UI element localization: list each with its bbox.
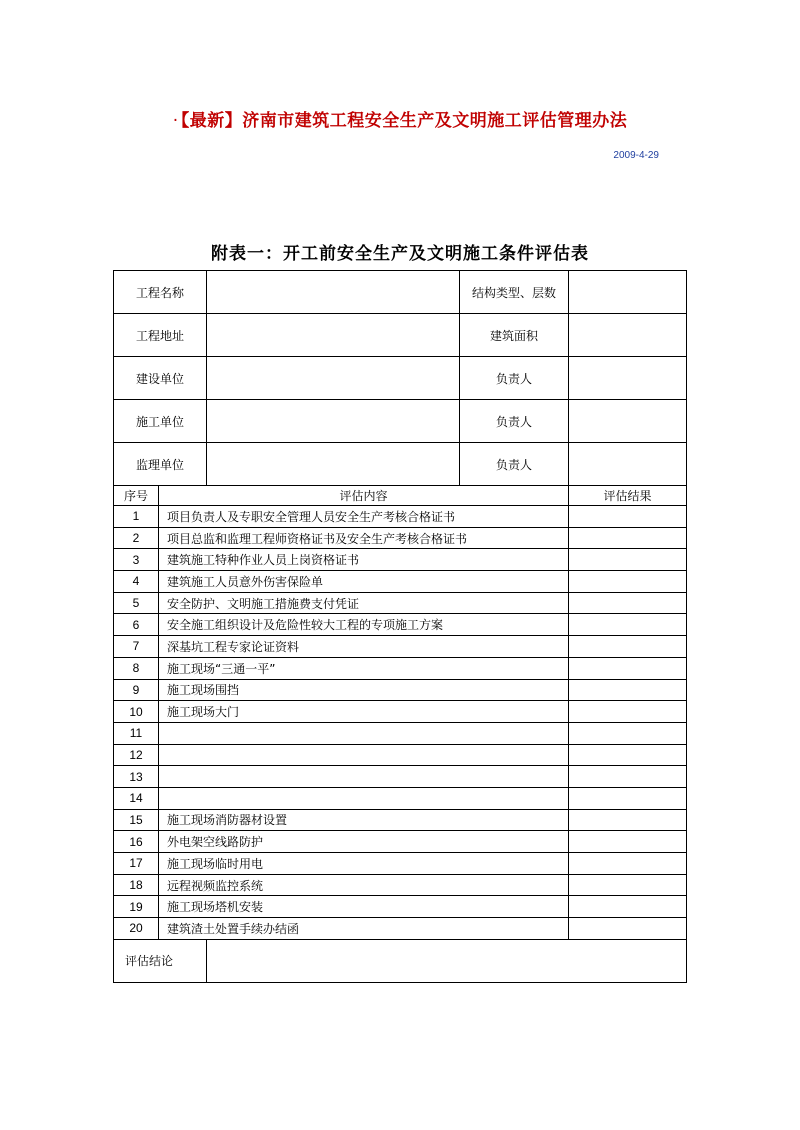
table-row	[114, 896, 687, 918]
header-field-value[interactable]	[207, 400, 460, 443]
table-row	[114, 787, 687, 809]
header-field-value[interactable]	[207, 314, 460, 357]
header-field-label2: 结构类型、层数	[460, 271, 569, 314]
item-content: 项目负责人及专职安全管理人员安全生产考核合格证书	[159, 506, 569, 528]
item-result[interactable]	[569, 918, 687, 940]
table-row	[114, 809, 687, 831]
table-row	[114, 636, 687, 658]
table-row	[114, 506, 687, 528]
table-row	[114, 766, 687, 788]
item-number: 17	[114, 853, 159, 875]
item-number: 8	[114, 657, 159, 679]
item-result[interactable]	[569, 549, 687, 571]
column-header-content: 评估内容	[159, 486, 569, 506]
item-content: 施工现场临时用电	[159, 853, 569, 875]
item-result[interactable]	[569, 657, 687, 679]
conclusion-row	[114, 939, 687, 982]
item-number: 20	[114, 918, 159, 940]
item-number: 3	[114, 549, 159, 571]
item-number: 19	[114, 896, 159, 918]
item-content: 施工现场围挡	[159, 679, 569, 701]
item-content: 建筑渣土处置手续办结函	[159, 918, 569, 940]
table-row	[114, 744, 687, 766]
item-content	[159, 722, 569, 744]
item-content: 深基坑工程专家论证资料	[159, 636, 569, 658]
header-field-value2[interactable]	[569, 314, 687, 357]
header-field-row	[114, 314, 687, 357]
header-field-label2: 负责人	[460, 400, 569, 443]
item-number: 10	[114, 701, 159, 723]
item-number: 4	[114, 571, 159, 593]
column-header-seq: 序号	[114, 486, 159, 506]
table-title: 附表一：开工前安全生产及文明施工条件评估表	[211, 244, 589, 264]
item-result[interactable]	[569, 787, 687, 809]
item-content: 施工现场消防器材设置	[159, 809, 569, 831]
conclusion-label: 评估结论	[114, 939, 207, 982]
header-field-value2[interactable]	[569, 443, 687, 486]
item-content: 建筑施工人员意外伤害保险单	[159, 571, 569, 593]
item-content	[159, 766, 569, 788]
item-result[interactable]	[569, 809, 687, 831]
table-row	[114, 571, 687, 593]
header-field-label2: 负责人	[460, 443, 569, 486]
item-result[interactable]	[569, 853, 687, 875]
item-result[interactable]	[569, 701, 687, 723]
item-content: 施工现场“三通一平”	[159, 657, 569, 679]
table-row	[114, 918, 687, 940]
conclusion-value[interactable]	[207, 939, 687, 982]
item-number: 16	[114, 831, 159, 853]
header-field-row	[114, 271, 687, 314]
header-field-label: 施工单位	[114, 400, 207, 443]
item-result[interactable]	[569, 527, 687, 549]
item-result[interactable]	[569, 636, 687, 658]
table-row	[114, 657, 687, 679]
table-row	[114, 831, 687, 853]
item-result[interactable]	[569, 571, 687, 593]
item-number: 14	[114, 787, 159, 809]
item-number: 1	[114, 506, 159, 528]
header-field-row	[114, 357, 687, 400]
item-content: 项目总监和监理工程师资格证书及安全生产考核合格证书	[159, 527, 569, 549]
item-number: 11	[114, 722, 159, 744]
item-content: 安全施工组织设计及危险性较大工程的专项施工方案	[159, 614, 569, 636]
item-number: 18	[114, 874, 159, 896]
table-row	[114, 722, 687, 744]
document-date: 2009-4-29	[613, 150, 659, 161]
item-number: 9	[114, 679, 159, 701]
item-result[interactable]	[569, 506, 687, 528]
assessment-table	[113, 270, 687, 983]
header-field-label: 建设单位	[114, 357, 207, 400]
item-content: 施工现场大门	[159, 701, 569, 723]
header-field-label: 工程名称	[114, 271, 207, 314]
item-content: 远程视频监控系统	[159, 874, 569, 896]
item-content: 安全防护、文明施工措施费支付凭证	[159, 592, 569, 614]
item-content	[159, 744, 569, 766]
document-title-text: 【最新】济南市建筑工程安全生产及文明施工评估管理办法	[180, 111, 628, 131]
header-field-row	[114, 443, 687, 486]
table-row	[114, 549, 687, 571]
header-field-value[interactable]	[207, 443, 460, 486]
header-field-row	[114, 400, 687, 443]
item-number: 7	[114, 636, 159, 658]
table-row	[114, 701, 687, 723]
item-result[interactable]	[569, 744, 687, 766]
table-row	[114, 592, 687, 614]
item-content	[159, 787, 569, 809]
table-row	[114, 614, 687, 636]
item-result[interactable]	[569, 614, 687, 636]
header-field-value[interactable]	[207, 357, 460, 400]
document-title	[0, 106, 800, 131]
item-content: 外电架空线路防护	[159, 831, 569, 853]
column-header-row	[114, 486, 687, 506]
table-row	[114, 527, 687, 549]
header-field-value[interactable]	[207, 271, 460, 314]
header-field-label2: 负责人	[460, 357, 569, 400]
header-field-label: 监理单位	[114, 443, 207, 486]
table-row	[114, 853, 687, 875]
item-content: 施工现场塔机安装	[159, 896, 569, 918]
item-number: 2	[114, 527, 159, 549]
item-result[interactable]	[569, 874, 687, 896]
table-row	[114, 874, 687, 896]
table-row	[114, 679, 687, 701]
item-number: 5	[114, 592, 159, 614]
item-number: 6	[114, 614, 159, 636]
item-number: 15	[114, 809, 159, 831]
header-field-label: 工程地址	[114, 314, 207, 357]
item-result[interactable]	[569, 592, 687, 614]
item-result[interactable]	[569, 896, 687, 918]
item-result[interactable]	[569, 722, 687, 744]
header-field-label2: 建筑面积	[460, 314, 569, 357]
item-result[interactable]	[569, 679, 687, 701]
header-field-value2[interactable]	[569, 400, 687, 443]
item-result[interactable]	[569, 831, 687, 853]
header-field-value2[interactable]	[569, 357, 687, 400]
title-bullet: ·	[172, 111, 179, 131]
item-result[interactable]	[569, 766, 687, 788]
column-header-result: 评估结果	[569, 486, 687, 506]
item-number: 12	[114, 744, 159, 766]
item-content: 建筑施工特种作业人员上岗资格证书	[159, 549, 569, 571]
assessment-table-body	[114, 271, 687, 983]
header-field-value2[interactable]	[569, 271, 687, 314]
item-number: 13	[114, 766, 159, 788]
